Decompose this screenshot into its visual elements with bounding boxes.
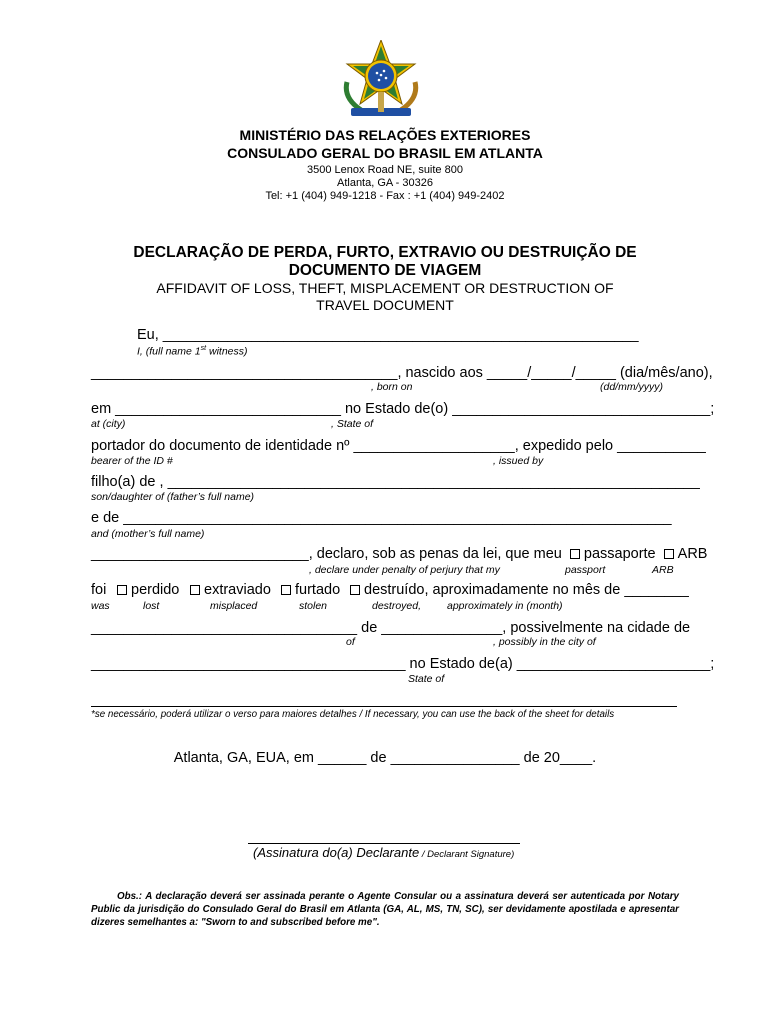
was-sublabel: was [91,600,110,612]
state-of-sublabel: State of [408,673,445,685]
checkbox-icon [190,585,200,595]
coat-of-arms-emblem [341,40,421,122]
ministry-title: MINISTÉRIO DAS RELAÇÕES EXTERIORES [239,127,531,143]
back-of-sheet-note: *se necessário, poderá utilizar o verso para maiores detalhes / If necessary, you can use the back of the sheet for details [91,709,615,720]
bearer-sublabel: bearer of the ID # [91,455,173,467]
of-sublabel: of [346,636,355,648]
stolen-checkbox[interactable]: furtado [281,582,340,598]
possibly-city-sublabel: , possibly in the city of [493,636,596,648]
city-state-field-line[interactable]: em ____________________________ no Estado de(o) ________________________________; [91,401,715,417]
observation-note: Obs.: A declaração deverá ser assinada perante o Agente Consular ou a assinatura deverá ser autenticada por Notary Public da jurisdição do Consulado Geral do Brasil em Atlanta (GA, AL, MS, TN, SC), ser devidamente apostilada e apresentar dizeres semelhantes a: "Sworn to and subscribed before me". [91,891,679,928]
state-sublabel: , State of [331,418,374,430]
father-name-field-line[interactable]: filho(a) de , __________________________________________________________________ [91,474,700,490]
date-format-sublabel: (dd/mm/yyyy) [600,381,663,393]
checkbox-icon [281,585,291,595]
checkbox-icon [350,585,360,595]
mother-sublabel: and (mother’s full name) [91,528,205,540]
checkbox-icon [664,549,674,559]
passport-checkbox[interactable] [570,546,656,562]
passport-label: passaporte [583,546,656,562]
possible-city-field-line[interactable]: _________________________________ de _______________, possivelmente na cidade de [91,620,691,636]
checkbox-icon [117,585,127,595]
destroyed-checkbox[interactable]: destruído, aproximadamente no mês de ________ [350,582,689,598]
birth-date-field-line[interactable]: ______________________________________, nascido aos _____/_____/_____ (dia/mês/ano), [91,365,713,381]
arb-checkbox[interactable] [664,546,708,562]
misplaced-checkbox[interactable]: extraviado [190,582,271,598]
father-sublabel: son/daughter of (father’s full name) [91,491,255,503]
foi-label: foi [91,582,107,598]
address-line-2: Atlanta, GA - 30326 [336,177,433,189]
details-blank-line[interactable] [91,706,677,707]
checkbox-icon [570,549,580,559]
consulate-title: CONSULADO GERAL DO BRASIL EM ATLANTA [227,145,543,161]
title-en-line-2: TRAVEL DOCUMENT [316,297,454,313]
approx-month-sublabel: approximately in (month) [447,600,563,612]
title-pt-line-1: DECLARAÇÃO DE PERDA, FURTO, EXTRAVIO OU DESTRUIÇÃO DE [133,244,637,261]
destroyed-sublabel: destroyed, [372,600,422,612]
signature-label: (Assinatura do(a) Declarante / Declarant Signature) [253,845,515,860]
arb-sublabel: ARB [652,564,674,576]
title-en-line-1: AFFIDAVIT OF LOSS, THEFT, MISPLACEMENT OR DESTRUCTION OF [156,280,614,296]
declare-sublabel: , declare under penalty of perjury that my [309,564,500,576]
declaration-line [91,546,707,562]
arb-label: ARB [677,546,708,562]
possible-state-field-line[interactable]: _______________________________________ no Estado de(a) ________________________; [91,656,715,672]
stolen-sublabel: stolen [299,600,328,612]
name-field-sublabel: I, (full name 1st witness) [137,345,248,358]
id-document-field-line[interactable]: portador do documento de identidade nº ____________________, expedido pelo ___________ [91,438,706,454]
name-field-line[interactable]: Eu, ___________________________________________________________ [137,327,639,343]
phone-fax-line: Tel: +1 (404) 949-1218 - Fax : +1 (404) 949-2402 [265,190,505,202]
city-sublabel: at (city) [91,418,126,430]
born-on-sublabel: , born on [371,381,413,393]
address-line-1: 3500 Lenox Road NE, suite 800 [307,164,463,176]
lost-checkbox[interactable]: perdido [117,582,179,598]
mother-name-field-line[interactable]: e de ____________________________________________________________________ [91,510,672,526]
issued-by-sublabel: , issued by [493,455,544,467]
title-pt-line-2: DOCUMENTO DE VIAGEM [288,262,482,279]
misplaced-sublabel: misplaced [210,600,258,612]
lost-sublabel: lost [143,600,160,612]
declaration-text[interactable]: ___________________________, declaro, sob as penas da lei, que meu [91,546,562,562]
date-place-line[interactable]: Atlanta, GA, EUA, em ______ de ________________ de 20____. [173,750,597,766]
passport-sublabel: passport [565,564,606,576]
signature-line[interactable] [248,843,520,844]
